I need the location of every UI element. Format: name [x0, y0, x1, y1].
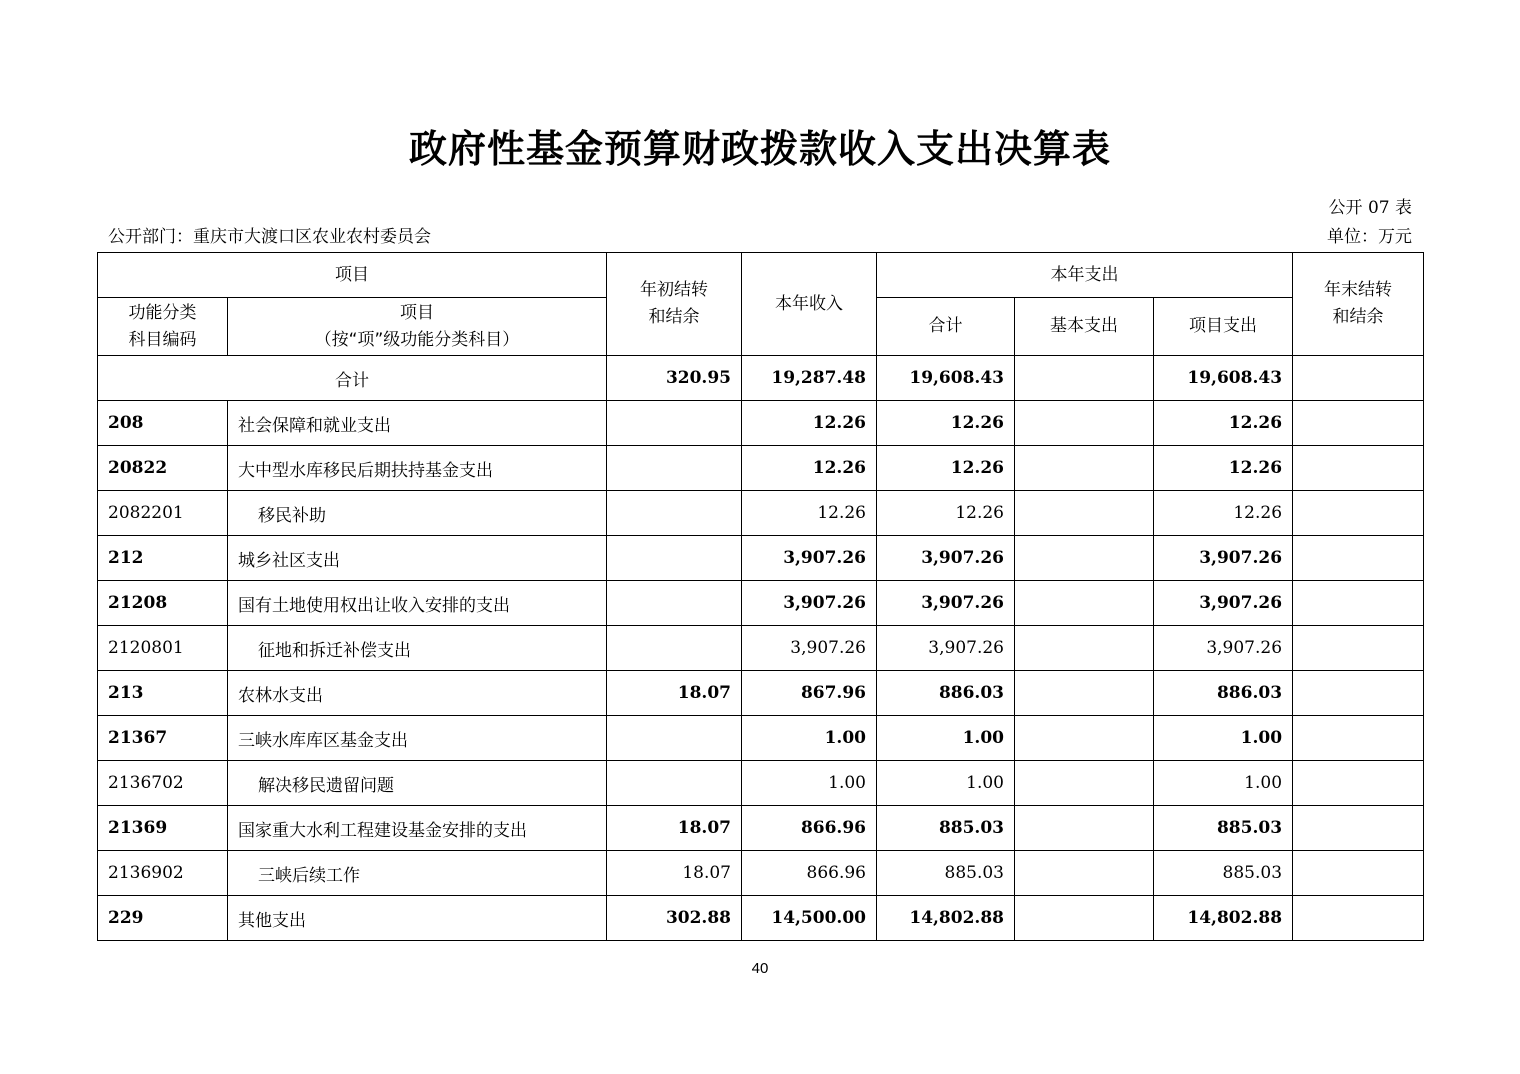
row-exp-total: 885.03 — [877, 851, 1015, 896]
row-opening: 18.07 — [607, 851, 742, 896]
row-income: 1.00 — [742, 716, 877, 761]
row-income: 3,907.26 — [742, 626, 877, 671]
row-exp-total: 886.03 — [877, 671, 1015, 716]
row-income: 3,907.26 — [742, 536, 877, 581]
header-expense-total: 合计 — [877, 298, 1015, 356]
table-row — [98, 716, 1424, 761]
budget-table — [97, 252, 1424, 941]
row-exp-total: 3,907.26 — [877, 626, 1015, 671]
row-exp-basic — [1015, 716, 1154, 761]
row-name: 移民补助 — [228, 491, 607, 536]
row-exp-project: 885.03 — [1154, 851, 1293, 896]
row-exp-total: 885.03 — [877, 806, 1015, 851]
row-opening — [607, 716, 742, 761]
row-name: 征地和拆迁补偿支出 — [228, 626, 607, 671]
row-code: 20822 — [98, 446, 228, 491]
row-income: 3,907.26 — [742, 581, 877, 626]
row-income: 12.26 — [742, 446, 877, 491]
row-opening — [607, 626, 742, 671]
row-exp-project: 12.26 — [1154, 401, 1293, 446]
row-income: 1.00 — [742, 761, 877, 806]
row-code: 21208 — [98, 581, 228, 626]
row-code: 229 — [98, 896, 228, 941]
row-exp-total: 3,907.26 — [877, 536, 1015, 581]
header-expense-basic: 基本支出 — [1015, 298, 1154, 356]
row-code: 2136702 — [98, 761, 228, 806]
table-row — [98, 806, 1424, 851]
table-row — [98, 581, 1424, 626]
row-opening — [607, 536, 742, 581]
row-exp-project: 886.03 — [1154, 671, 1293, 716]
row-name: 国有土地使用权出让收入安排的支出 — [228, 581, 607, 626]
row-closing — [1293, 491, 1424, 536]
row-name: 解决移民遗留问题 — [228, 761, 607, 806]
row-exp-basic — [1015, 446, 1154, 491]
table-row — [98, 626, 1424, 671]
total-exp-project: 19,608.43 — [1154, 356, 1293, 401]
row-name: 农林水支出 — [228, 671, 607, 716]
table-number: 公开 07 表 — [1328, 198, 1412, 218]
row-income: 12.26 — [742, 401, 877, 446]
row-opening: 18.07 — [607, 671, 742, 716]
header-income: 本年收入 — [742, 253, 877, 356]
row-code: 21367 — [98, 716, 228, 761]
row-exp-basic — [1015, 491, 1154, 536]
row-exp-basic — [1015, 851, 1154, 896]
table-row — [98, 851, 1424, 896]
header-closing-balance: 年末结转 和结余 — [1293, 253, 1424, 356]
row-exp-project: 12.26 — [1154, 491, 1293, 536]
row-exp-project: 885.03 — [1154, 806, 1293, 851]
row-exp-project: 12.26 — [1154, 446, 1293, 491]
row-opening — [607, 446, 742, 491]
row-exp-total: 12.26 — [877, 401, 1015, 446]
row-exp-total: 12.26 — [877, 446, 1015, 491]
row-closing — [1293, 671, 1424, 716]
row-closing — [1293, 761, 1424, 806]
row-income: 14,500.00 — [742, 896, 877, 941]
row-income: 866.96 — [742, 851, 877, 896]
row-exp-basic — [1015, 671, 1154, 716]
table-row — [98, 536, 1424, 581]
row-income: 12.26 — [742, 491, 877, 536]
row-closing — [1293, 896, 1424, 941]
row-name: 其他支出 — [228, 896, 607, 941]
total-closing — [1293, 356, 1424, 401]
row-code: 2120801 — [98, 626, 228, 671]
row-code: 213 — [98, 671, 228, 716]
row-closing — [1293, 626, 1424, 671]
row-income: 867.96 — [742, 671, 877, 716]
row-income: 866.96 — [742, 806, 877, 851]
row-exp-project: 3,907.26 — [1154, 626, 1293, 671]
row-exp-project: 1.00 — [1154, 761, 1293, 806]
total-exp-basic — [1015, 356, 1154, 401]
total-opening: 320.95 — [607, 356, 742, 401]
row-exp-total: 3,907.26 — [877, 581, 1015, 626]
page-number: 40 — [751, 960, 769, 977]
row-name: 国家重大水利工程建设基金安排的支出 — [228, 806, 607, 851]
row-exp-total: 12.26 — [877, 491, 1015, 536]
header-expense-project: 项目支出 — [1154, 298, 1293, 356]
row-closing — [1293, 446, 1424, 491]
total-income: 19,287.48 — [742, 356, 877, 401]
table-row — [98, 401, 1424, 446]
department-label: 公开部门：重庆市大渡口区农业农村委员会 — [108, 227, 431, 247]
row-closing — [1293, 401, 1424, 446]
header-item-name: 项目 （按“项”级功能分类科目） — [228, 298, 607, 356]
table-row — [98, 491, 1424, 536]
header-opening-balance: 年初结转 和结余 — [607, 253, 742, 356]
row-code: 2082201 — [98, 491, 228, 536]
row-exp-total: 14,802.88 — [877, 896, 1015, 941]
row-code: 21369 — [98, 806, 228, 851]
row-code: 212 — [98, 536, 228, 581]
row-exp-basic — [1015, 896, 1154, 941]
row-opening: 18.07 — [607, 806, 742, 851]
row-exp-basic — [1015, 536, 1154, 581]
row-exp-basic — [1015, 401, 1154, 446]
row-closing — [1293, 851, 1424, 896]
row-code: 2136902 — [98, 851, 228, 896]
total-row — [98, 356, 1424, 401]
row-exp-total: 1.00 — [877, 761, 1015, 806]
row-name: 大中型水库移民后期扶持基金支出 — [228, 446, 607, 491]
header-expense: 本年支出 — [877, 253, 1293, 298]
table-row — [98, 671, 1424, 716]
row-name: 城乡社区支出 — [228, 536, 607, 581]
row-exp-project: 14,802.88 — [1154, 896, 1293, 941]
header-project: 项目 — [98, 253, 607, 298]
table-row — [98, 761, 1424, 806]
table-row — [98, 896, 1424, 941]
unit-label: 单位：万元 — [1327, 227, 1412, 247]
row-exp-basic — [1015, 761, 1154, 806]
row-opening — [607, 401, 742, 446]
row-exp-basic — [1015, 806, 1154, 851]
row-name: 三峡水库库区基金支出 — [228, 716, 607, 761]
page-title: 政府性基金预算财政拨款收入支出决算表 — [408, 127, 1111, 171]
row-closing — [1293, 581, 1424, 626]
row-opening — [607, 761, 742, 806]
row-name: 三峡后续工作 — [228, 851, 607, 896]
total-exp-total: 19,608.43 — [877, 356, 1015, 401]
row-exp-project: 1.00 — [1154, 716, 1293, 761]
row-closing — [1293, 806, 1424, 851]
row-code: 208 — [98, 401, 228, 446]
row-closing — [1293, 536, 1424, 581]
row-exp-project: 3,907.26 — [1154, 581, 1293, 626]
row-closing — [1293, 716, 1424, 761]
row-opening — [607, 581, 742, 626]
row-opening — [607, 491, 742, 536]
row-exp-total: 1.00 — [877, 716, 1015, 761]
total-label: 合计 — [98, 356, 607, 401]
row-exp-basic — [1015, 581, 1154, 626]
header-code: 功能分类 科目编码 — [98, 298, 228, 356]
row-exp-basic — [1015, 626, 1154, 671]
row-opening: 302.88 — [607, 896, 742, 941]
row-name: 社会保障和就业支出 — [228, 401, 607, 446]
row-exp-project: 3,907.26 — [1154, 536, 1293, 581]
table-row — [98, 446, 1424, 491]
